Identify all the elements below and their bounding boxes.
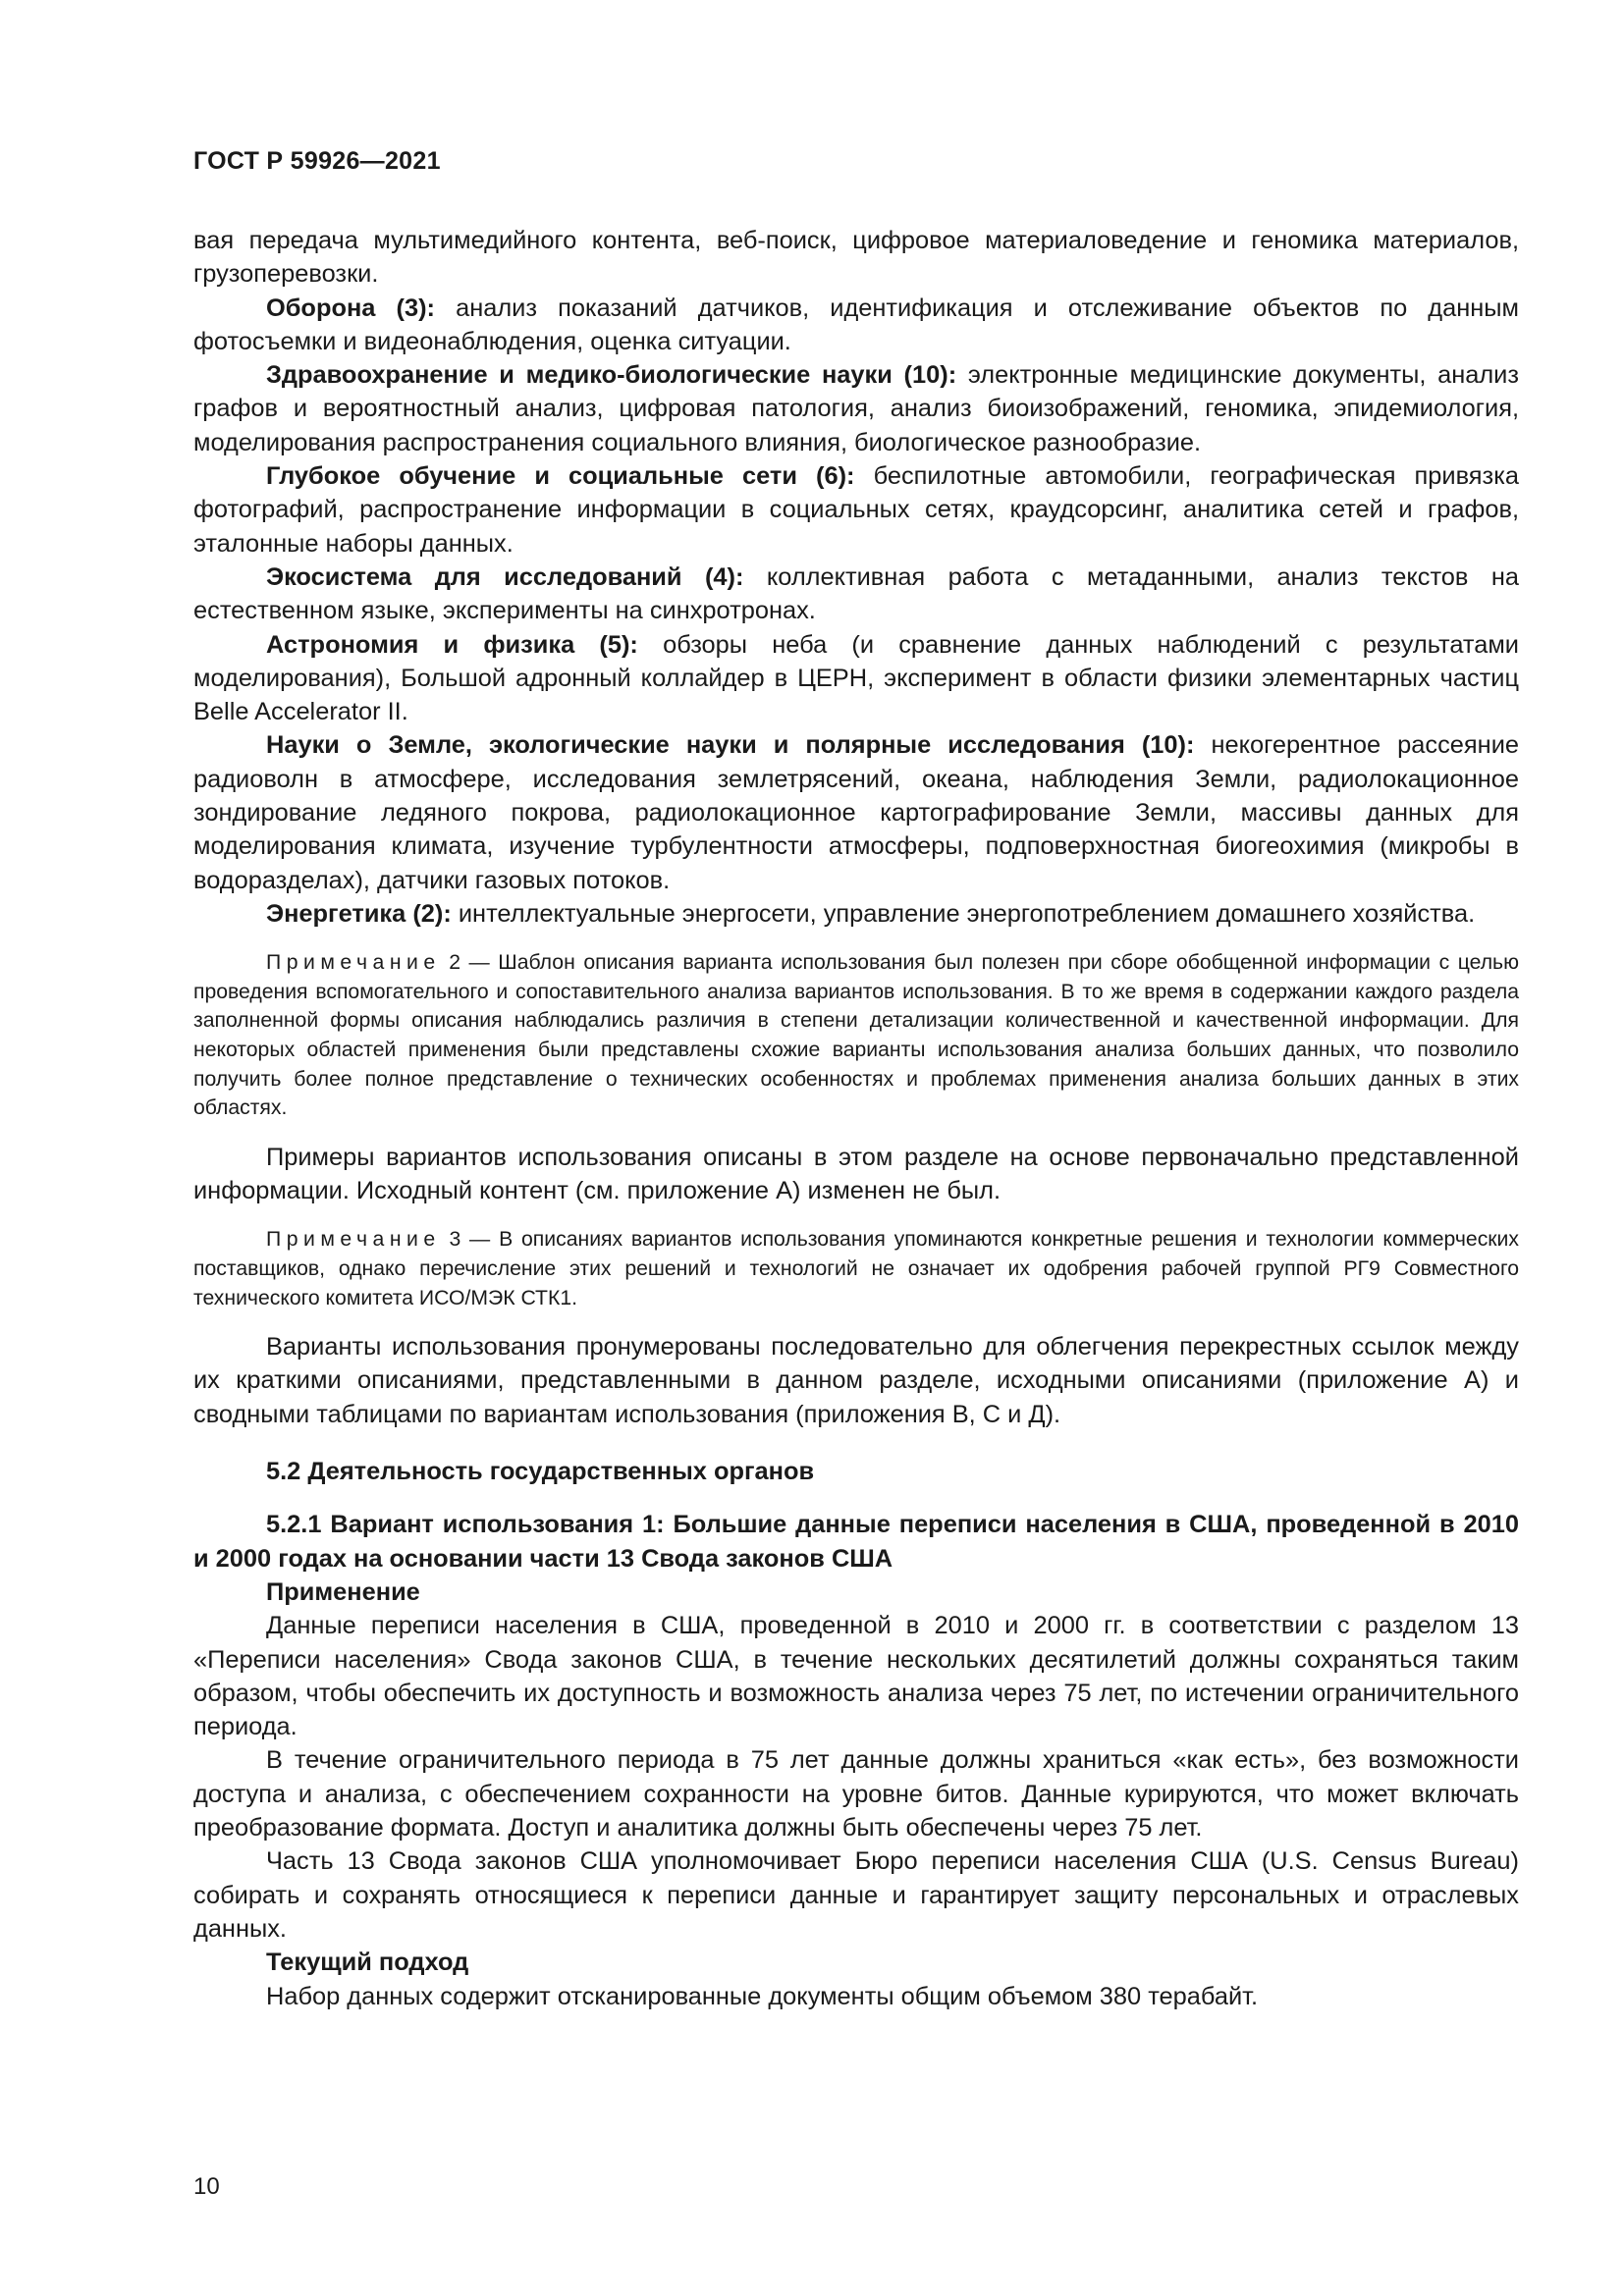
application-paragraph-3: Часть 13 Свода законов США уполномочивает Бюро переписи населения США (U.S. Census Bureau) собирать и сохранять относящиеся к переписи данные и гарантирует защиту персональных и отраслевых данных. xyxy=(193,1847,1519,1943)
page-number: 10 xyxy=(193,2173,220,2200)
note-2-label: Примечание xyxy=(266,951,441,975)
astronomy-text: обзоры неба (и сравнение данных наблюдений с результатами моделирования), Большой адронный коллайдер в ЦЕРН, эксперимент в области физики элементарных частиц Belle Accelerator II. xyxy=(193,630,1519,726)
health-term: Здравоохранение и медико-биологические науки (10): xyxy=(266,361,957,390)
energy-term: Энергетика (2): xyxy=(266,899,452,928)
defense-term: Оборона (3): xyxy=(266,294,435,322)
health-text: электронные медицинские документы, анализ графов и вероятностный анализ, цифровая патология, анализ биоизображений, геномика, эпидемиология, моделирования распространения социального влияния, биологическое разнообразие. xyxy=(193,361,1519,456)
examples-paragraph: Примеры вариантов использования описаны в этом разделе на основе первоначально представленной информации. Исходный контент (см. приложение А) изменен не был. xyxy=(193,1143,1519,1205)
standard-header: ГОСТ Р 59926—2021 xyxy=(193,147,441,175)
energy-text: интеллектуальные энергосети, управление энергопотреблением домашнего хозяйства. xyxy=(451,899,1476,928)
current-approach-paragraph: Набор данных содержит отсканированные документы общим объемом 380 терабайт. xyxy=(266,1982,1259,2010)
ecosystem-text: коллективная работа с метаданными, анализ текстов на естественном языке, эксперименты на синхротронах. xyxy=(193,562,1519,625)
note-3 xyxy=(193,1225,1519,1312)
ecosystem-term: Экосистема для исследований (4): xyxy=(266,562,744,591)
continuation-paragraph: вая передача мультимедийного контента, веб-поиск, цифровое материаловедение и геномика материалов, грузоперевозки. xyxy=(193,227,1519,289)
astronomy-term: Астрономия и физика (5): xyxy=(266,630,638,659)
defense-text: анализ показаний датчиков, идентификация и отслеживание объектов по данным фотосъемки и видеонаблюдения, оценка ситуации. xyxy=(193,294,1519,355)
application-paragraph-1: Данные переписи населения в США, проведенной в 2010 и 2000 гг. в соответствии с разделом 13 «Переписи населения» Свода законов США, в течение нескольких десятилетий должны сохраняться таким образом, чтобы обеспечить их доступность и возможность анализа через 75 лет, по истечении ограничительного периода. xyxy=(193,1612,1519,1741)
note-2-text: 2 — Шаблон описания варианта использования был полезен при сборе обобщенной информации с целью проведения вспомогательного и сопоставительного анализа вариантов использования. В то же время в содержании каждого раздела заполненной формы описания наблюдались различия в степени детализации количественной и качественной информации. Для некоторых областей применения были представлены схожие варианты использования анализа больших данных, что позволило получить более полное представление о технических особенностях и проблемах применения анализа больших данных в этих областях. xyxy=(193,951,1519,1120)
energy-paragraph xyxy=(193,897,1519,931)
current-approach-heading: Текущий подход xyxy=(266,1949,469,1977)
page-body xyxy=(193,224,1519,2013)
ecosystem-paragraph xyxy=(193,561,1519,628)
application-paragraph-2: В течение ограничительного периода в 75 лет данные должны храниться «как есть», без возможности доступа и анализа, с обеспечением сохранности на уровне битов. Данные курируются, что может включать преобразование формата. Доступ и аналитика должны быть обеспечены через 75 лет. xyxy=(193,1746,1519,1842)
astronomy-paragraph xyxy=(193,628,1519,729)
section-5-2-title: 5.2 Деятельность государственных органов xyxy=(266,1458,815,1486)
deep-learning-text: беспилотные автомобили, географическая привязка фотографий, распространение информации в социальных сетях, краудсорсинг, аналитика сетей и графов, эталонные наборы данных. xyxy=(193,462,1519,558)
note-2 xyxy=(193,948,1519,1123)
deep-learning-paragraph xyxy=(193,459,1519,561)
section-5-2-1-title: 5.2.1 Вариант использования 1: Большие данные переписи населения в США, проведенной в 2010 и 2000 годах на основании части 13 Свода законов США xyxy=(193,1511,1519,1573)
note-3-label: Примечание xyxy=(266,1228,441,1252)
earth-science-paragraph xyxy=(193,728,1519,896)
numbering-paragraph: Варианты использования пронумерованы последовательно для облегчения перекрестных ссылок между их краткими описаниями, представленными в данном разделе, исходными описаниями (приложение А) и сводными таблицами по вариантам использования (приложения В, С и Д). xyxy=(193,1333,1519,1428)
health-paragraph xyxy=(193,358,1519,459)
deep-learning-term: Глубокое обучение и социальные сети (6): xyxy=(266,462,855,491)
earth-science-text: некогерентное рассеяние радиоволн в атмосфере, исследования землетрясений, океана, наблюдения Земли, радиолокационное зондирование ледяного покрова, радиолокационное картографирование Земли, массивы данных для моделирования климата, изучение турбулентности атмосферы, подповерхностная биогеохимия (микробы в водоразделах), датчики газовых потоков. xyxy=(193,731,1519,894)
defense-paragraph xyxy=(193,292,1519,359)
earth-science-term: Науки о Земле, экологические науки и полярные исследования (10): xyxy=(266,731,1195,760)
application-heading: Применение xyxy=(266,1577,420,1606)
note-3-text: 3 — В описаниях вариантов использования упоминаются конкретные решения и технологии коммерческих поставщиков, однако перечисление этих решений и технологий не означает их одобрения рабочей группой РГ9 Совместного технического комитета ИСО/МЭК СТК1. xyxy=(193,1228,1519,1309)
